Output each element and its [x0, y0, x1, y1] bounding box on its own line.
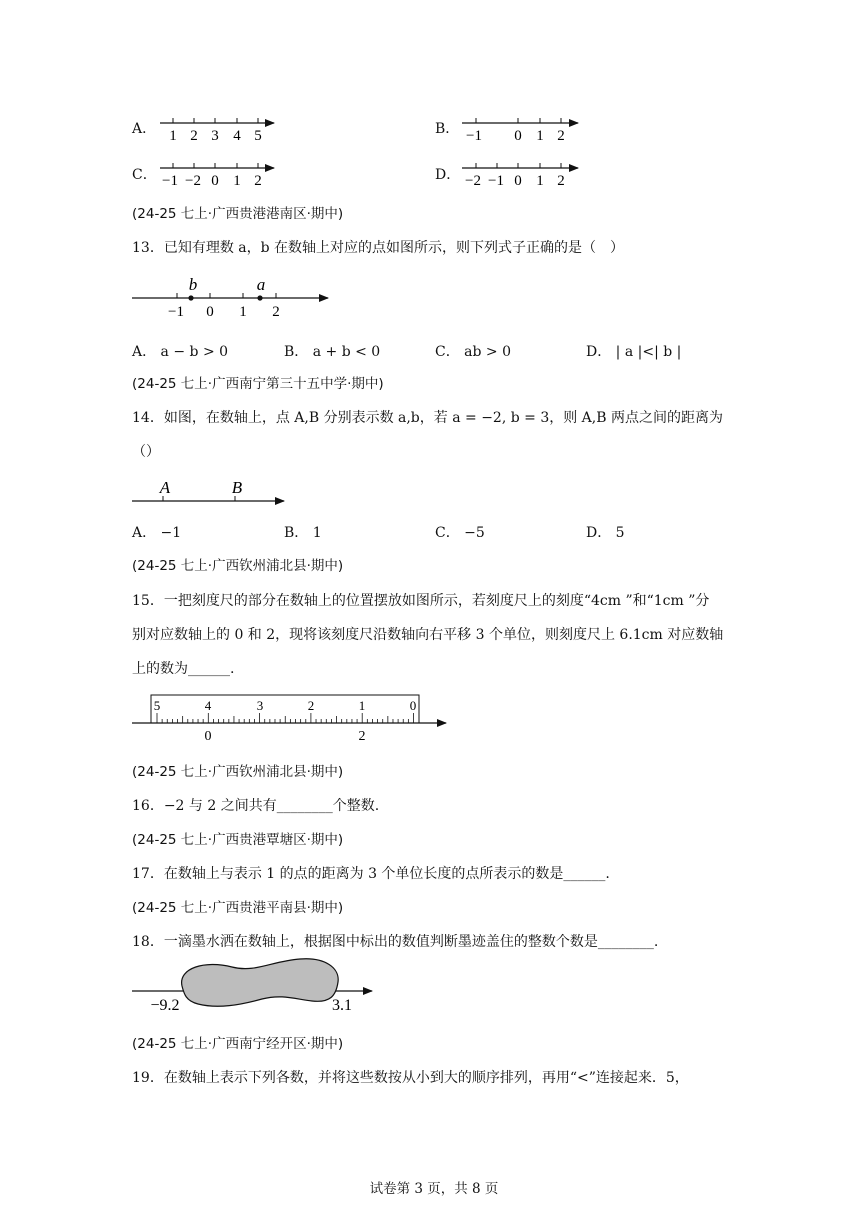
tick-label: 0	[514, 173, 522, 189]
tick-label: 2	[190, 128, 198, 144]
q18-source: (24-25 七上·广西贵港平南县·期中)	[132, 900, 344, 916]
q15-stem-line1: 15．一把刻度尺的部分在数轴上的位置摆放如图所示，若刻度尺上的刻度“4cm ”和“1cm ”分	[132, 593, 710, 609]
q16-source: (24-25 七上·广西钦州浦北县·期中)	[132, 764, 344, 780]
q12-number-line-b	[462, 118, 578, 144]
ruler-label: 2	[307, 698, 315, 713]
tick-label: 2	[557, 128, 565, 144]
q14-option-b: B． 1	[284, 525, 322, 541]
point-a	[257, 295, 262, 300]
left-label: −9.2	[150, 997, 180, 1014]
tick-label: 1	[239, 304, 247, 320]
tick-label: −1	[488, 173, 504, 189]
q12-option-a-letter: A．	[132, 121, 157, 137]
q12-number-line-d	[462, 163, 578, 189]
tick-label: 5	[254, 128, 262, 144]
tick-label: 1	[233, 173, 241, 189]
label-a: a	[256, 275, 266, 294]
ink-blot	[182, 959, 339, 1007]
tick-label: −1	[466, 128, 482, 144]
tick-label: −2	[185, 173, 201, 189]
page-footer: 试卷第 3 页，共 8 页	[369, 1181, 499, 1197]
tick-label: −1	[162, 173, 178, 189]
q12-option-c-letter: C．	[132, 167, 157, 183]
q12-number-line-a	[160, 118, 274, 144]
q13-option-b: B． a + b < 0	[284, 344, 381, 360]
q15-source: (24-25 七上·广西钦州浦北县·期中)	[132, 558, 344, 574]
q18-ink-figure	[132, 959, 372, 1014]
q13-option-a: A． a − b > 0	[132, 344, 229, 360]
q19-source: (24-25 七上·广西南宁经开区·期中)	[132, 1036, 344, 1052]
q12-number-line-c	[160, 163, 274, 189]
q14-source: (24-25 七上·广西南宁第三十五中学·期中)	[132, 376, 384, 392]
tick-label: 4	[233, 128, 241, 144]
q19-stem: 19．在数轴上表示下列各数，并将这些数按从小到大的顺序排列，再用“<”连接起来．5，	[132, 1070, 689, 1086]
q17-source: (24-25 七上·广西贵港覃塘区·期中)	[132, 832, 344, 848]
q14-number-line	[132, 478, 284, 501]
ruler-label: 0	[409, 698, 417, 713]
q17-stem: 17．在数轴上与表示 1 的点的距离为 3 个单位长度的点所表示的数是______.	[132, 866, 610, 882]
tick-label: 2	[272, 304, 280, 320]
axis-label: 2	[358, 729, 366, 744]
tick-label: 0	[211, 173, 219, 189]
tick-label: 2	[254, 173, 262, 189]
tick-label: 1	[536, 128, 544, 144]
ruler-label: 5	[153, 698, 161, 713]
label-A: A	[159, 478, 171, 497]
q14-option-c: C． −5	[435, 525, 485, 541]
tick-label: 3	[211, 128, 219, 144]
ruler-label: 4	[204, 698, 212, 713]
q14-stem-line1: 14．如图，在数轴上，点 A,B 分别表示数 a,b，若 a = −2, b = 3，则 A,B 两点之间的距离为	[132, 410, 723, 426]
ruler-label: 1	[358, 698, 366, 713]
q13-source: (24-25 七上·广西贵港港南区·期中)	[132, 206, 344, 222]
label-B: B	[231, 478, 243, 497]
tick-label: 1	[536, 173, 544, 189]
q18-stem: 18．一滴墨水洒在数轴上，根据图中标出的数值判断墨迹盖住的整数个数是________.	[132, 934, 659, 950]
q13-option-c: C． ab > 0	[435, 344, 512, 360]
label-b: b	[188, 275, 198, 294]
right-label: 3.1	[332, 997, 352, 1014]
tick-label: 0	[206, 304, 214, 320]
q13-option-d: D． | a |<| b |	[586, 344, 682, 360]
tick-label: 0	[514, 128, 522, 144]
q12-option-d-letter: D．	[435, 167, 461, 183]
q16-stem: 16．−2 与 2 之间共有________个整数.	[132, 798, 380, 814]
q14-option-d: D． 5	[586, 525, 625, 541]
q14-stem-line2: （）	[132, 444, 160, 460]
tick-label: 2	[557, 173, 565, 189]
point-b	[188, 295, 193, 300]
ruler-label: 3	[256, 698, 264, 713]
axis-label: 0	[204, 729, 212, 744]
q13-stem: 13．已知有理数 a，b 在数轴上对应的点如图所示，则下列式子正确的是（ ）	[132, 240, 625, 256]
q13-number-line	[132, 275, 328, 320]
tick-label: −2	[465, 173, 481, 189]
q15-ruler-figure	[132, 695, 446, 744]
q15-stem-line2: 别对应数轴上的 0 和 2，现将该刻度尺沿数轴向右平移 3 个单位，则刻度尺上 6.1cm 对应数轴	[132, 627, 724, 643]
q15-stem-line3: 上的数为______.	[132, 661, 235, 677]
q14-option-a: A． −1	[132, 525, 182, 541]
tick-label: −1	[168, 304, 184, 320]
tick-label: 1	[169, 128, 177, 144]
q12-option-b-letter: B．	[435, 121, 460, 137]
